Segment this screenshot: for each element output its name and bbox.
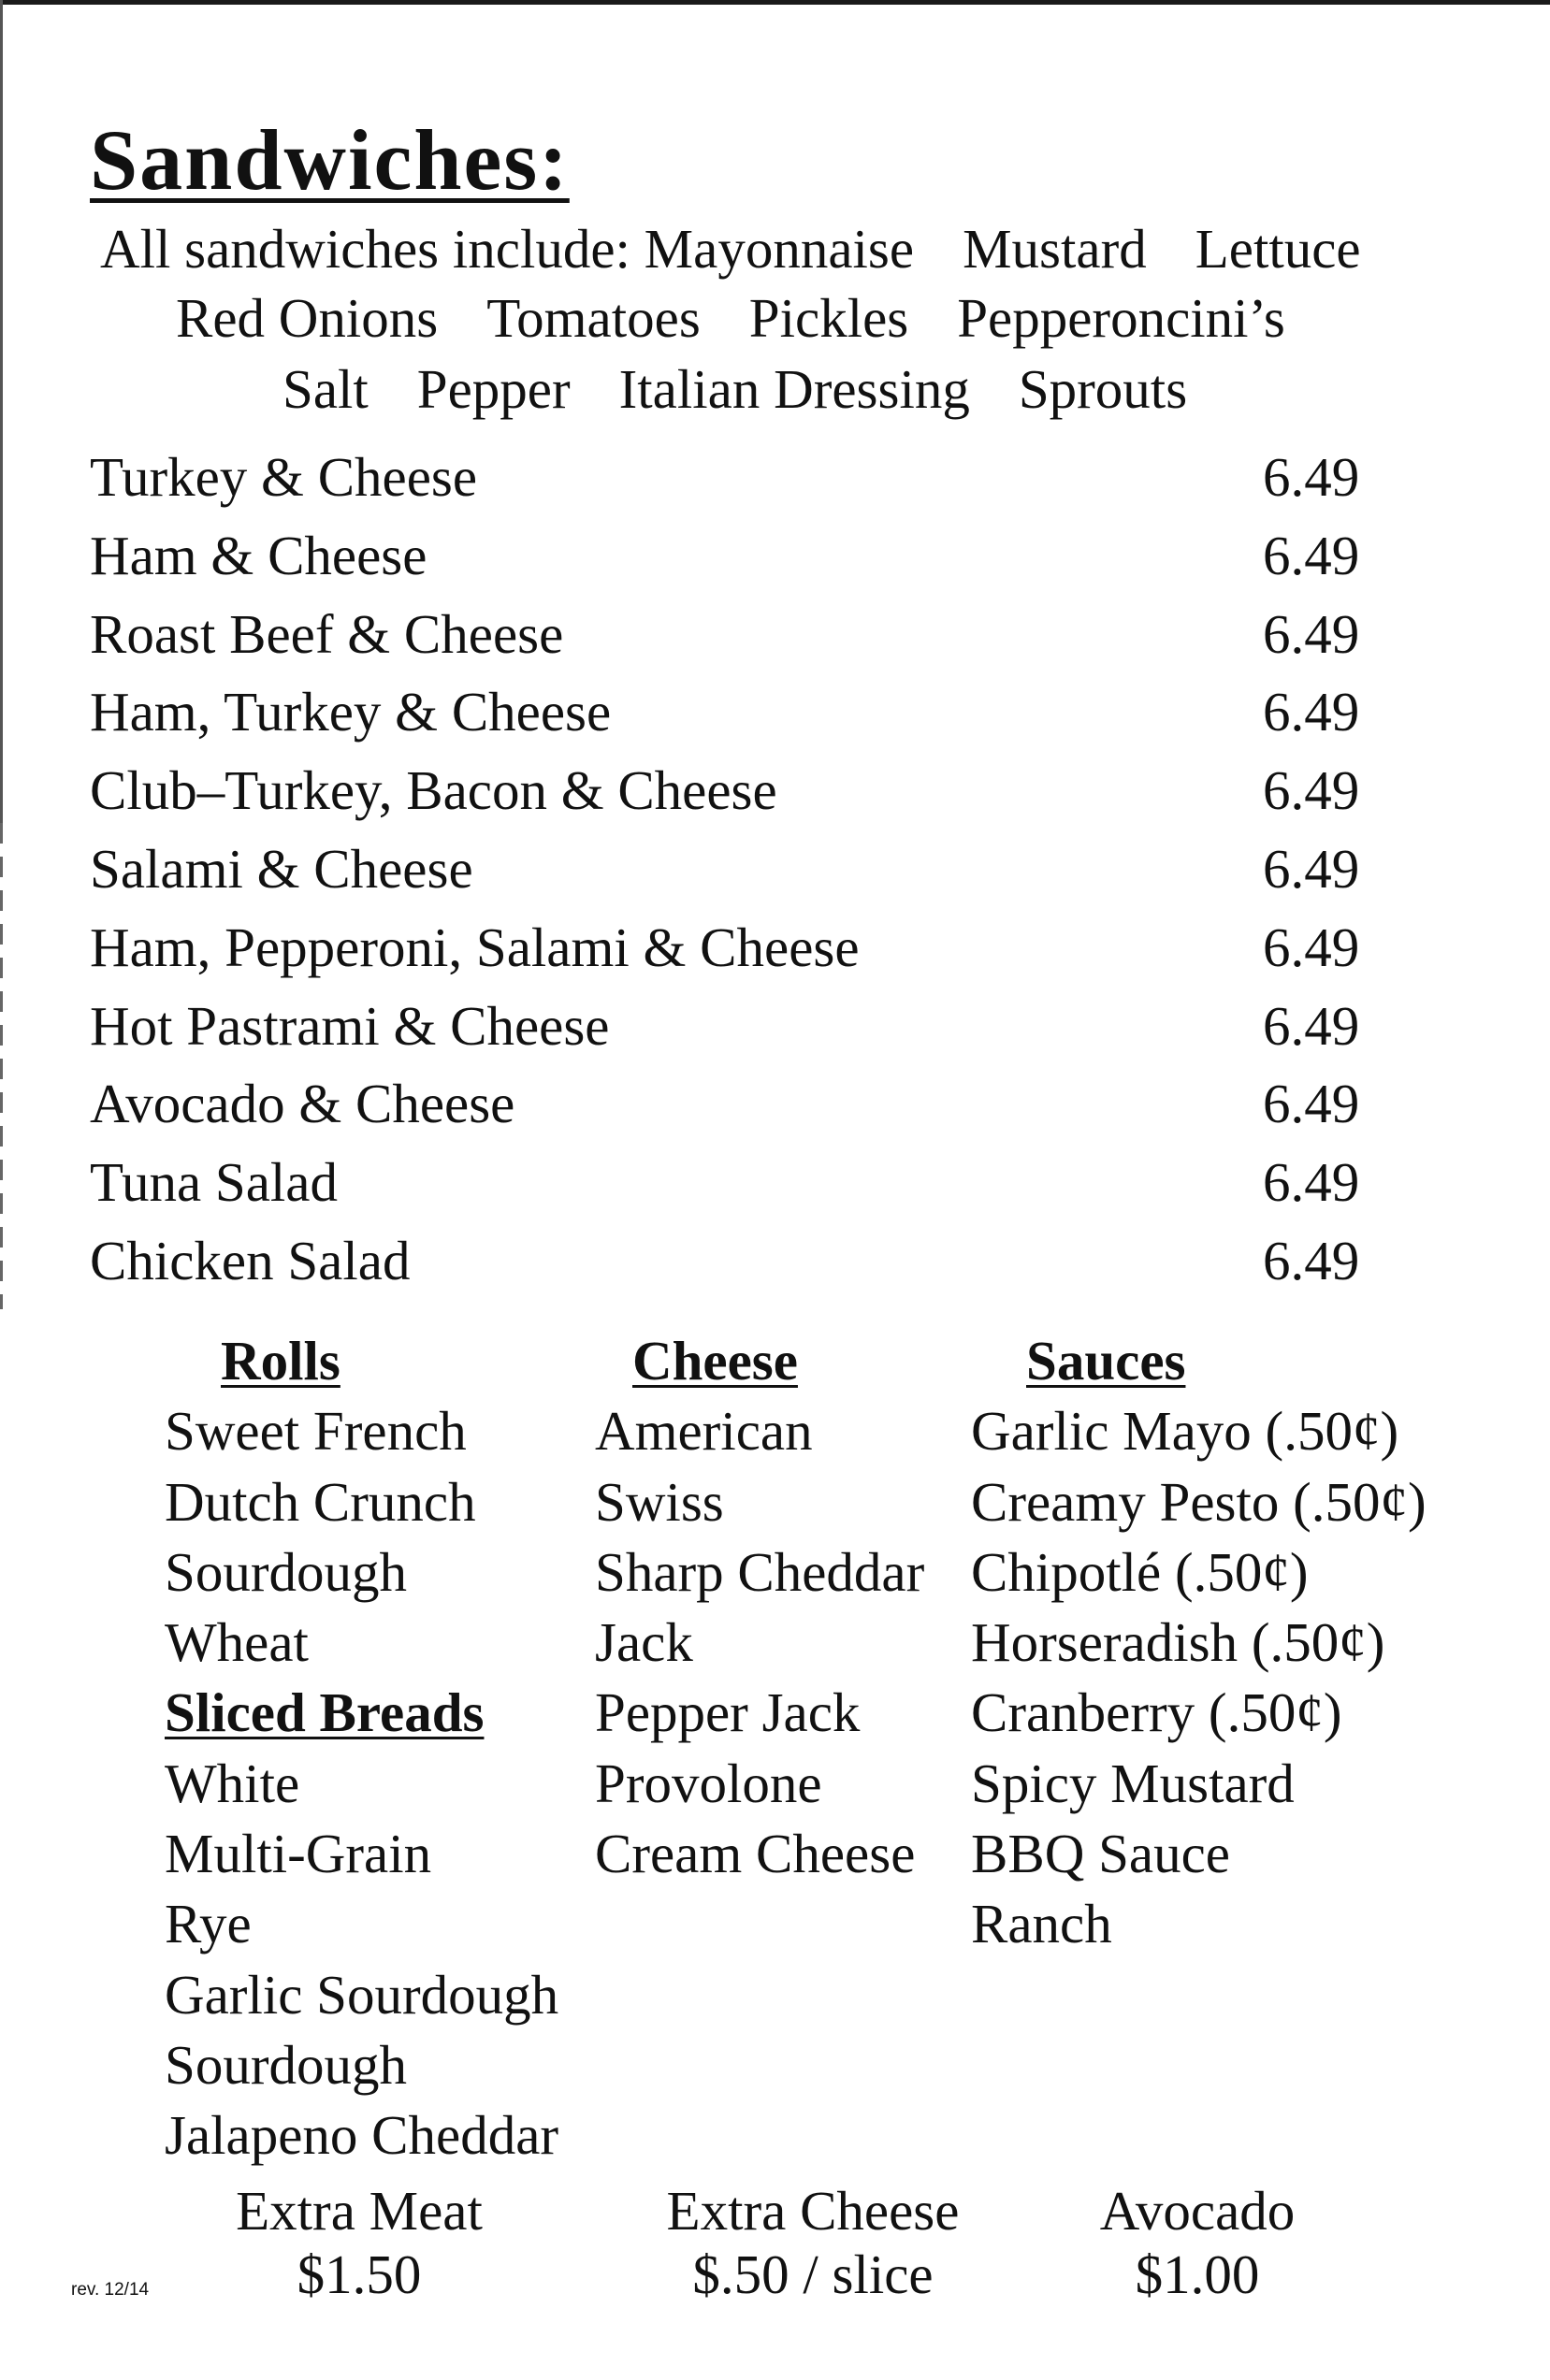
sauce-option: Cranberry (.50¢) (971, 1681, 1342, 1744)
cheese-option: Swiss (595, 1470, 724, 1533)
sauces-heading: Sauces (1026, 1330, 1186, 1392)
sauce-option: Chipotlé (.50¢) (971, 1540, 1309, 1603)
sandwich-list (90, 445, 1381, 1307)
cheese-option: Provolone (595, 1752, 822, 1814)
sandwich-row (90, 994, 1381, 1073)
sandwich-price: 6.49 (1263, 837, 1360, 900)
cheese-option: Cream Cheese (595, 1823, 916, 1885)
sandwich-name: Ham, Turkey & Cheese (90, 681, 612, 743)
sandwich-name: Club–Turkey, Bacon & Cheese (90, 759, 777, 822)
includes-line-3 (282, 357, 1187, 422)
extra-meat (219, 2179, 500, 2306)
sandwich-price: 6.49 (1263, 994, 1360, 1057)
sandwich-name: Ham, Pepperoni, Salami & Cheese (90, 916, 860, 978)
sandwich-row (90, 837, 1381, 916)
sandwich-name: Hot Pastrami & Cheese (90, 994, 610, 1057)
rolls-heading: Rolls (221, 1330, 340, 1392)
includes-line-2 (176, 286, 1285, 351)
sauce-option: BBQ Sauce (971, 1823, 1230, 1885)
sandwich-row (90, 680, 1381, 758)
sandwich-price: 6.49 (1263, 524, 1360, 586)
scan-top-edge (0, 0, 1550, 5)
sandwich-price: 6.49 (1263, 1151, 1360, 1214)
bread-option: Garlic Sourdough (165, 1963, 559, 2026)
extra-label: Extra Meat (236, 2180, 483, 2242)
sandwich-price: 6.49 (1263, 1229, 1360, 1291)
scan-left-edge-dashed (0, 823, 3, 1309)
sandwich-name: Chicken Salad (90, 1229, 411, 1291)
bread-option: Jalapeno Cheddar (165, 2104, 559, 2167)
sandwich-name: Ham & Cheese (90, 524, 427, 586)
include-item: Tomatoes (486, 287, 701, 349)
sauce-option: Horseradish (.50¢) (971, 1611, 1385, 1674)
extra-label: Extra Cheese (666, 2180, 960, 2242)
sandwich-price: 6.49 (1263, 1073, 1360, 1135)
extra-cheese (649, 2179, 977, 2306)
roll-option: Sweet French (165, 1400, 467, 1463)
extra-price: $1.00 (1135, 2243, 1260, 2305)
include-item: Pickles (748, 287, 909, 349)
revision-note: rev. 12/14 (71, 2280, 150, 2300)
sauces-column (971, 1326, 1427, 1960)
sandwich-row (90, 524, 1381, 602)
includes-line-1 (100, 217, 1361, 281)
roll-option: Wheat (165, 1611, 309, 1674)
bread-option: White (165, 1752, 300, 1814)
sandwich-row (90, 1072, 1381, 1150)
bread-option: Rye (165, 1893, 252, 1955)
sandwich-row (90, 1150, 1381, 1229)
sandwich-name: Turkey & Cheese (90, 446, 478, 508)
sliced-breads-heading: Sliced Breads (165, 1681, 485, 1744)
extra-price: $1.50 (297, 2243, 422, 2305)
sandwich-price: 6.49 (1263, 759, 1360, 822)
extra-price: $.50 / slice (692, 2243, 934, 2305)
include-item: Italian Dressing (618, 358, 970, 420)
cheese-heading: Cheese (632, 1330, 798, 1392)
sandwich-row (90, 602, 1381, 681)
include-item: Salt (282, 358, 369, 420)
sauce-option: Ranch (971, 1893, 1112, 1955)
include-item: Red Onions (176, 287, 439, 349)
extra-label: Avocado (1099, 2180, 1296, 2242)
sandwich-price: 6.49 (1263, 446, 1360, 508)
include-item: All sandwiches include: Mayonnaise (100, 218, 915, 280)
sandwich-name: Avocado & Cheese (90, 1073, 515, 1135)
include-item: Pepper (416, 358, 571, 420)
cheese-option: Pepper Jack (595, 1681, 861, 1744)
include-item: Mustard (963, 218, 1147, 280)
include-item: Sprouts (1018, 358, 1188, 420)
cheese-option: American (595, 1400, 813, 1463)
page-title: Sandwiches: (90, 112, 570, 208)
sandwich-row (90, 1229, 1381, 1307)
extra-avocado (1066, 2179, 1328, 2306)
cheese-column (595, 1326, 924, 1889)
roll-option: Sourdough (165, 1540, 407, 1603)
include-item: Pepperoncini’s (957, 287, 1285, 349)
sauce-option: Spicy Mustard (971, 1752, 1295, 1814)
sandwich-price: 6.49 (1263, 681, 1360, 743)
sandwich-name: Tuna Salad (90, 1151, 338, 1214)
bread-option: Multi-Grain (165, 1823, 432, 1885)
sauce-option: Garlic Mayo (.50¢) (971, 1400, 1399, 1463)
bread-option: Sourdough (165, 2033, 407, 2096)
include-item: Lettuce (1195, 218, 1361, 280)
cheese-option: Sharp Cheddar (595, 1540, 925, 1603)
sandwich-row (90, 445, 1381, 524)
sandwich-price: 6.49 (1263, 602, 1360, 665)
sandwich-price: 6.49 (1263, 916, 1360, 978)
sauce-option: Creamy Pesto (.50¢) (971, 1470, 1427, 1533)
sandwich-name: Salami & Cheese (90, 837, 473, 900)
cheese-option: Jack (595, 1611, 693, 1674)
sandwich-name: Roast Beef & Cheese (90, 602, 564, 665)
scan-left-edge (0, 0, 3, 823)
sandwich-row (90, 758, 1381, 837)
roll-option: Dutch Crunch (165, 1470, 476, 1533)
sandwich-row (90, 916, 1381, 994)
bread-column (165, 1326, 558, 2171)
